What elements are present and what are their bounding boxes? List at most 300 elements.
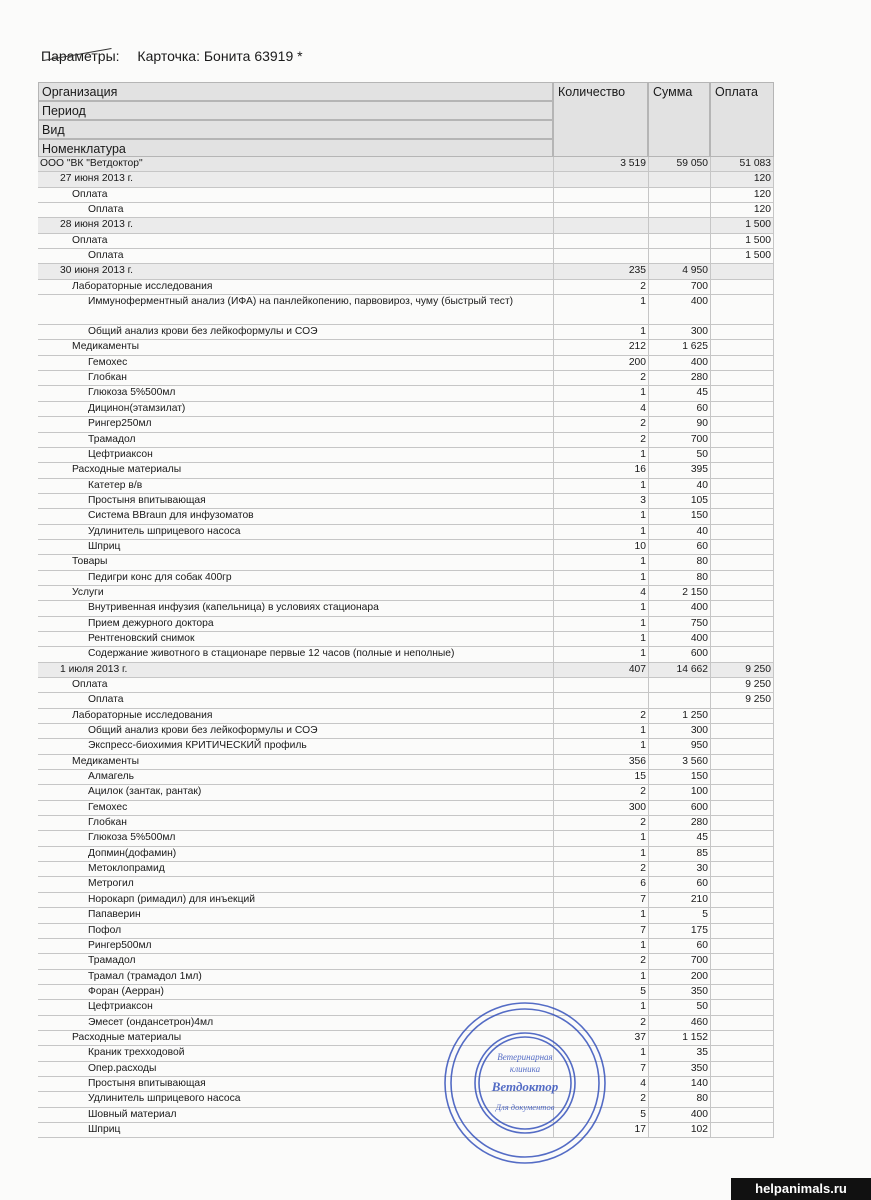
row-quantity: 2 xyxy=(553,785,648,799)
table-row xyxy=(38,417,774,432)
table-row xyxy=(38,924,774,939)
row-name: Дицинон(этамзилат) xyxy=(88,402,186,414)
row-sum: 40 xyxy=(648,479,710,493)
table-row xyxy=(38,433,774,448)
row-name: Трамадол xyxy=(88,955,136,967)
row-sum: 35 xyxy=(648,1046,710,1060)
row-quantity xyxy=(553,234,648,248)
table-row xyxy=(38,280,774,295)
row-sum: 600 xyxy=(648,801,710,815)
row-payment xyxy=(710,555,774,569)
row-quantity xyxy=(553,203,648,217)
row-quantity xyxy=(553,693,648,707)
row-name: Рентгеновский снимок xyxy=(88,632,195,644)
row-name: Цефтриаксон xyxy=(88,448,153,460)
col-period: Период xyxy=(38,101,553,120)
row-sum: 105 xyxy=(648,494,710,508)
table-row xyxy=(38,908,774,923)
row-name: Трамал (трамадол 1мл) xyxy=(88,970,202,982)
row-payment xyxy=(710,1108,774,1122)
table-row xyxy=(38,985,774,1000)
row-name: Оплата xyxy=(88,250,124,262)
row-name: Экспресс-биохимия КРИТИЧЕСКИЙ профиль xyxy=(88,740,307,752)
table-row xyxy=(38,463,774,478)
row-quantity: 2 xyxy=(553,1092,648,1106)
row-quantity: 1 xyxy=(553,908,648,922)
row-payment xyxy=(710,970,774,984)
row-payment xyxy=(710,617,774,631)
row-quantity xyxy=(553,218,648,232)
table-row xyxy=(38,893,774,908)
row-name: Гемохес xyxy=(88,801,128,813)
table-row xyxy=(38,525,774,540)
row-quantity: 4 xyxy=(553,1077,648,1091)
row-sum: 3 560 xyxy=(648,755,710,769)
row-quantity: 2 xyxy=(553,816,648,830)
stamp-line-3: Ветдоктор xyxy=(491,1079,559,1094)
row-payment xyxy=(710,1000,774,1014)
row-quantity: 10 xyxy=(553,540,648,554)
row-name: Цефтриаксон xyxy=(88,1001,153,1013)
row-payment xyxy=(710,386,774,400)
row-sum: 1 625 xyxy=(648,340,710,354)
row-quantity: 1 xyxy=(553,386,648,400)
row-quantity: 7 xyxy=(553,893,648,907)
row-name: Оплата xyxy=(88,694,124,706)
row-quantity: 37 xyxy=(553,1031,648,1045)
table-row xyxy=(38,1077,774,1092)
row-quantity: 235 xyxy=(553,264,648,278)
row-sum: 40 xyxy=(648,525,710,539)
row-name: Иммуноферментный анализ (ИФА) на панлейкопению, парвовироз, чуму (быстрый тест) xyxy=(88,296,514,308)
row-name: Глюкоза 5%500мл xyxy=(88,387,176,399)
row-payment: 120 xyxy=(710,188,774,202)
row-name: Допмин(дофамин) xyxy=(88,847,177,859)
row-sum: 150 xyxy=(648,509,710,523)
row-name: 28 июня 2013 г. xyxy=(60,219,134,231)
row-sum xyxy=(648,218,710,232)
col-sum: Сумма xyxy=(648,82,710,157)
row-name: Прием дежурного доктора xyxy=(88,617,214,629)
row-sum: 600 xyxy=(648,647,710,661)
table-row xyxy=(38,494,774,509)
table-row xyxy=(38,1000,774,1015)
table-row xyxy=(38,785,774,800)
row-name: Система BBraun для инфузоматов xyxy=(88,510,254,522)
row-name: Оплата xyxy=(72,188,108,200)
row-payment xyxy=(710,371,774,385)
row-quantity: 2 xyxy=(553,417,648,431)
table-row xyxy=(38,1108,774,1123)
row-quantity: 1 xyxy=(553,939,648,953)
row-name: Услуги xyxy=(72,586,104,598)
row-quantity: 2 xyxy=(553,954,648,968)
row-sum: 400 xyxy=(648,601,710,615)
card-title: Карточка: Бонита 63919 * xyxy=(137,48,303,64)
row-name: Лабораторные исследования xyxy=(72,280,213,292)
row-payment xyxy=(710,356,774,370)
row-sum: 280 xyxy=(648,816,710,830)
row-payment xyxy=(710,939,774,953)
row-sum: 60 xyxy=(648,877,710,891)
table-row xyxy=(38,325,774,340)
table-row xyxy=(38,678,774,693)
table-row xyxy=(38,586,774,601)
row-quantity: 407 xyxy=(553,663,648,677)
report-header xyxy=(41,48,303,64)
table-row xyxy=(38,1123,774,1138)
row-payment xyxy=(710,1077,774,1091)
row-quantity: 1 xyxy=(553,739,648,753)
table-row xyxy=(38,356,774,371)
table-row xyxy=(38,172,774,187)
row-name: Педигри конс для собак 400гр xyxy=(88,571,232,583)
row-payment xyxy=(710,724,774,738)
row-payment xyxy=(710,1062,774,1076)
row-quantity: 1 xyxy=(553,724,648,738)
row-name: Эмесет (ондансетрон)4мл xyxy=(88,1016,214,1028)
row-name: Метрогил xyxy=(88,878,134,890)
row-name: 30 июня 2013 г. xyxy=(60,265,134,277)
row-payment: 9 250 xyxy=(710,678,774,692)
row-name: Оплата xyxy=(72,679,108,690)
row-sum: 300 xyxy=(648,724,710,738)
row-quantity: 356 xyxy=(553,755,648,769)
row-name: Общий анализ крови без лейкоформулы и СОЭ xyxy=(88,326,318,338)
table-row xyxy=(38,709,774,724)
row-name: Пофол xyxy=(88,924,122,936)
row-name: Товары xyxy=(72,556,108,568)
row-payment xyxy=(710,571,774,585)
row-sum: 950 xyxy=(648,739,710,753)
row-quantity: 300 xyxy=(553,801,648,815)
row-payment xyxy=(710,340,774,354)
report-table xyxy=(38,82,774,1138)
row-payment xyxy=(710,494,774,508)
row-sum xyxy=(648,188,710,202)
row-sum: 14 662 xyxy=(648,663,710,677)
stamp-line-2: клиника xyxy=(509,1064,541,1074)
row-payment xyxy=(710,540,774,554)
row-sum xyxy=(648,249,710,263)
table-row xyxy=(38,954,774,969)
row-sum: 4 950 xyxy=(648,264,710,278)
row-quantity: 1 xyxy=(553,295,648,324)
row-quantity: 1 xyxy=(553,647,648,661)
row-payment xyxy=(710,1092,774,1106)
col-type: Вид xyxy=(38,120,553,139)
row-quantity: 1 xyxy=(553,571,648,585)
clinic-stamp xyxy=(440,998,610,1168)
table-row xyxy=(38,970,774,985)
row-sum: 80 xyxy=(648,555,710,569)
row-name: Оплата xyxy=(72,234,108,246)
row-sum xyxy=(648,693,710,707)
row-quantity: 1 xyxy=(553,555,648,569)
row-name: Внутривенная инфузия (капельница) в условиях стационара xyxy=(88,602,379,614)
row-payment xyxy=(710,509,774,523)
table-row xyxy=(38,386,774,401)
row-sum: 700 xyxy=(648,954,710,968)
col-quantity: Количество xyxy=(553,82,648,157)
table-row xyxy=(38,724,774,739)
row-payment xyxy=(710,924,774,938)
row-name: Глобкан xyxy=(88,372,127,384)
table-row xyxy=(38,693,774,708)
row-sum: 80 xyxy=(648,571,710,585)
row-payment xyxy=(710,847,774,861)
row-payment xyxy=(710,525,774,539)
row-quantity: 7 xyxy=(553,924,648,938)
row-sum: 100 xyxy=(648,785,710,799)
table-row xyxy=(38,264,774,279)
row-sum: 60 xyxy=(648,540,710,554)
row-name: Удлинитель шприцевого насоса xyxy=(88,1093,241,1105)
table-row xyxy=(38,831,774,846)
table-row xyxy=(38,877,774,892)
table-row xyxy=(38,663,774,678)
row-name: Лабораторные исследования xyxy=(72,709,213,721)
table-row xyxy=(38,295,774,325)
row-payment xyxy=(710,463,774,477)
table-row xyxy=(38,601,774,616)
row-sum: 350 xyxy=(648,1062,710,1076)
row-name: Алмагель xyxy=(88,771,134,783)
table-row xyxy=(38,234,774,249)
row-quantity: 1 xyxy=(553,617,648,631)
table-row xyxy=(38,509,774,524)
row-quantity: 1 xyxy=(553,1046,648,1060)
row-quantity: 4 xyxy=(553,402,648,416)
row-sum xyxy=(648,203,710,217)
row-quantity: 2 xyxy=(553,280,648,294)
row-sum: 80 xyxy=(648,1092,710,1106)
row-name: Оплата xyxy=(88,204,124,216)
row-quantity: 1 xyxy=(553,831,648,845)
row-payment: 1 500 xyxy=(710,218,774,232)
col-payment: Оплата xyxy=(710,82,774,157)
row-quantity: 200 xyxy=(553,356,648,370)
row-name: Простыня впитывающая xyxy=(88,1077,206,1089)
row-payment xyxy=(710,801,774,815)
row-quantity: 2 xyxy=(553,709,648,723)
table-row xyxy=(38,1046,774,1061)
row-sum: 102 xyxy=(648,1123,710,1137)
row-name: Краник трехходовой xyxy=(88,1047,185,1059)
row-payment xyxy=(710,417,774,431)
row-name: Расходные материалы xyxy=(72,464,182,476)
table-row xyxy=(38,340,774,355)
row-quantity: 1 xyxy=(553,601,648,615)
row-sum: 280 xyxy=(648,371,710,385)
row-name: ООО "ВК "Ветдоктор" xyxy=(40,158,143,169)
row-name: Папаверин xyxy=(88,909,141,921)
row-payment xyxy=(710,632,774,646)
row-name: Медикаменты xyxy=(72,341,140,353)
row-sum: 50 xyxy=(648,1000,710,1014)
row-sum: 750 xyxy=(648,617,710,631)
row-quantity: 1 xyxy=(553,325,648,339)
row-payment xyxy=(710,831,774,845)
row-sum: 400 xyxy=(648,632,710,646)
row-name: Форан (Аерран) xyxy=(88,985,164,997)
table-row xyxy=(38,479,774,494)
row-payment xyxy=(710,295,774,324)
row-quantity: 16 xyxy=(553,463,648,477)
table-row xyxy=(38,402,774,417)
row-name: 27 июня 2013 г. xyxy=(60,173,134,185)
row-quantity: 2 xyxy=(553,433,648,447)
row-payment xyxy=(710,647,774,661)
row-quantity xyxy=(553,172,648,186)
row-sum: 60 xyxy=(648,939,710,953)
row-sum: 400 xyxy=(648,295,710,324)
table-row xyxy=(38,647,774,662)
row-payment xyxy=(710,402,774,416)
row-sum: 460 xyxy=(648,1016,710,1030)
row-name: Шприц xyxy=(88,1123,121,1135)
row-sum: 1 250 xyxy=(648,709,710,723)
row-name: Гемохес xyxy=(88,356,128,368)
row-payment xyxy=(710,877,774,891)
row-payment xyxy=(710,433,774,447)
col-nomenclature: Номенклатура xyxy=(38,139,553,157)
row-quantity: 4 xyxy=(553,586,648,600)
row-payment xyxy=(710,862,774,876)
row-name: Содержание животного в стационаре первые 12 часов (полные и неполные) xyxy=(88,648,455,660)
table-row xyxy=(38,801,774,816)
table-row xyxy=(38,555,774,570)
row-quantity: 1 xyxy=(553,525,648,539)
row-name: Опер.расходы xyxy=(88,1062,157,1074)
row-name: Общий анализ крови без лейкоформулы и СОЭ xyxy=(88,725,318,737)
row-name: Рингер500мл xyxy=(88,939,152,951)
row-payment xyxy=(710,954,774,968)
row-sum: 85 xyxy=(648,847,710,861)
row-quantity: 17 xyxy=(553,1123,648,1137)
row-payment xyxy=(710,709,774,723)
row-payment: 120 xyxy=(710,203,774,217)
row-sum: 700 xyxy=(648,433,710,447)
table-header xyxy=(38,82,774,157)
row-quantity: 3 519 xyxy=(553,157,648,171)
row-payment xyxy=(710,739,774,753)
table-row xyxy=(38,540,774,555)
table-row xyxy=(38,218,774,233)
row-payment xyxy=(710,1016,774,1030)
row-sum: 395 xyxy=(648,463,710,477)
row-sum xyxy=(648,234,710,248)
row-sum: 90 xyxy=(648,417,710,431)
row-name: Норокарп (римадил) для инъекций xyxy=(88,893,255,905)
row-payment xyxy=(710,1031,774,1045)
row-payment: 120 xyxy=(710,172,774,186)
row-quantity: 7 xyxy=(553,1062,648,1076)
row-payment xyxy=(710,280,774,294)
row-name: Шприц xyxy=(88,540,121,552)
row-name: 1 июля 2013 г. xyxy=(60,663,128,675)
row-quantity xyxy=(553,188,648,202)
row-payment xyxy=(710,479,774,493)
row-sum xyxy=(648,172,710,186)
row-payment: 1 500 xyxy=(710,234,774,248)
row-name: Простыня впитывающая xyxy=(88,494,206,506)
row-quantity: 1 xyxy=(553,1000,648,1014)
table-row xyxy=(38,1016,774,1031)
row-sum: 210 xyxy=(648,893,710,907)
row-name: Катетер в/в xyxy=(88,479,143,491)
row-payment xyxy=(710,325,774,339)
row-payment xyxy=(710,264,774,278)
params-label: Параметры: xyxy=(41,48,120,64)
row-sum: 5 xyxy=(648,908,710,922)
table-row xyxy=(38,939,774,954)
row-sum: 2 150 xyxy=(648,586,710,600)
row-payment: 9 250 xyxy=(710,663,774,677)
row-name: Глюкоза 5%500мл xyxy=(88,832,176,844)
row-payment xyxy=(710,1046,774,1060)
table-row xyxy=(38,249,774,264)
row-sum: 60 xyxy=(648,402,710,416)
row-sum xyxy=(648,678,710,692)
row-name: Удлинитель шприцевого насоса xyxy=(88,525,241,537)
row-payment xyxy=(710,770,774,784)
row-quantity: 1 xyxy=(553,847,648,861)
table-row xyxy=(38,371,774,386)
row-sum: 150 xyxy=(648,770,710,784)
table-body xyxy=(38,157,774,1138)
table-row xyxy=(38,1092,774,1107)
row-sum: 45 xyxy=(648,831,710,845)
table-row xyxy=(38,770,774,785)
stamp-line-1: Ветеринарная xyxy=(497,1052,553,1062)
row-sum: 45 xyxy=(648,386,710,400)
row-payment xyxy=(710,785,774,799)
table-row xyxy=(38,1031,774,1046)
row-sum: 400 xyxy=(648,1108,710,1122)
row-sum: 350 xyxy=(648,985,710,999)
table-row xyxy=(38,847,774,862)
row-quantity: 5 xyxy=(553,985,648,999)
table-row xyxy=(38,448,774,463)
row-quantity: 212 xyxy=(553,340,648,354)
row-payment xyxy=(710,816,774,830)
row-quantity: 1 xyxy=(553,509,648,523)
table-row xyxy=(38,188,774,203)
row-payment xyxy=(710,448,774,462)
table-row xyxy=(38,755,774,770)
row-payment xyxy=(710,1123,774,1137)
row-payment xyxy=(710,985,774,999)
col-org: Организация xyxy=(38,82,553,101)
row-payment xyxy=(710,586,774,600)
row-quantity xyxy=(553,678,648,692)
table-row xyxy=(38,1062,774,1077)
row-sum: 200 xyxy=(648,970,710,984)
row-name: Ацилок (зантак, рантак) xyxy=(88,786,202,798)
row-quantity: 6 xyxy=(553,877,648,891)
row-name: Медикаменты xyxy=(72,755,140,767)
row-payment: 51 083 xyxy=(710,157,774,171)
row-payment xyxy=(710,908,774,922)
row-quantity: 1 xyxy=(553,479,648,493)
row-payment: 9 250 xyxy=(710,693,774,707)
row-name: Расходные материалы xyxy=(72,1031,182,1043)
row-quantity: 2 xyxy=(553,862,648,876)
row-quantity: 15 xyxy=(553,770,648,784)
row-quantity: 2 xyxy=(553,1016,648,1030)
row-name: Метоклопрамид xyxy=(88,863,165,875)
